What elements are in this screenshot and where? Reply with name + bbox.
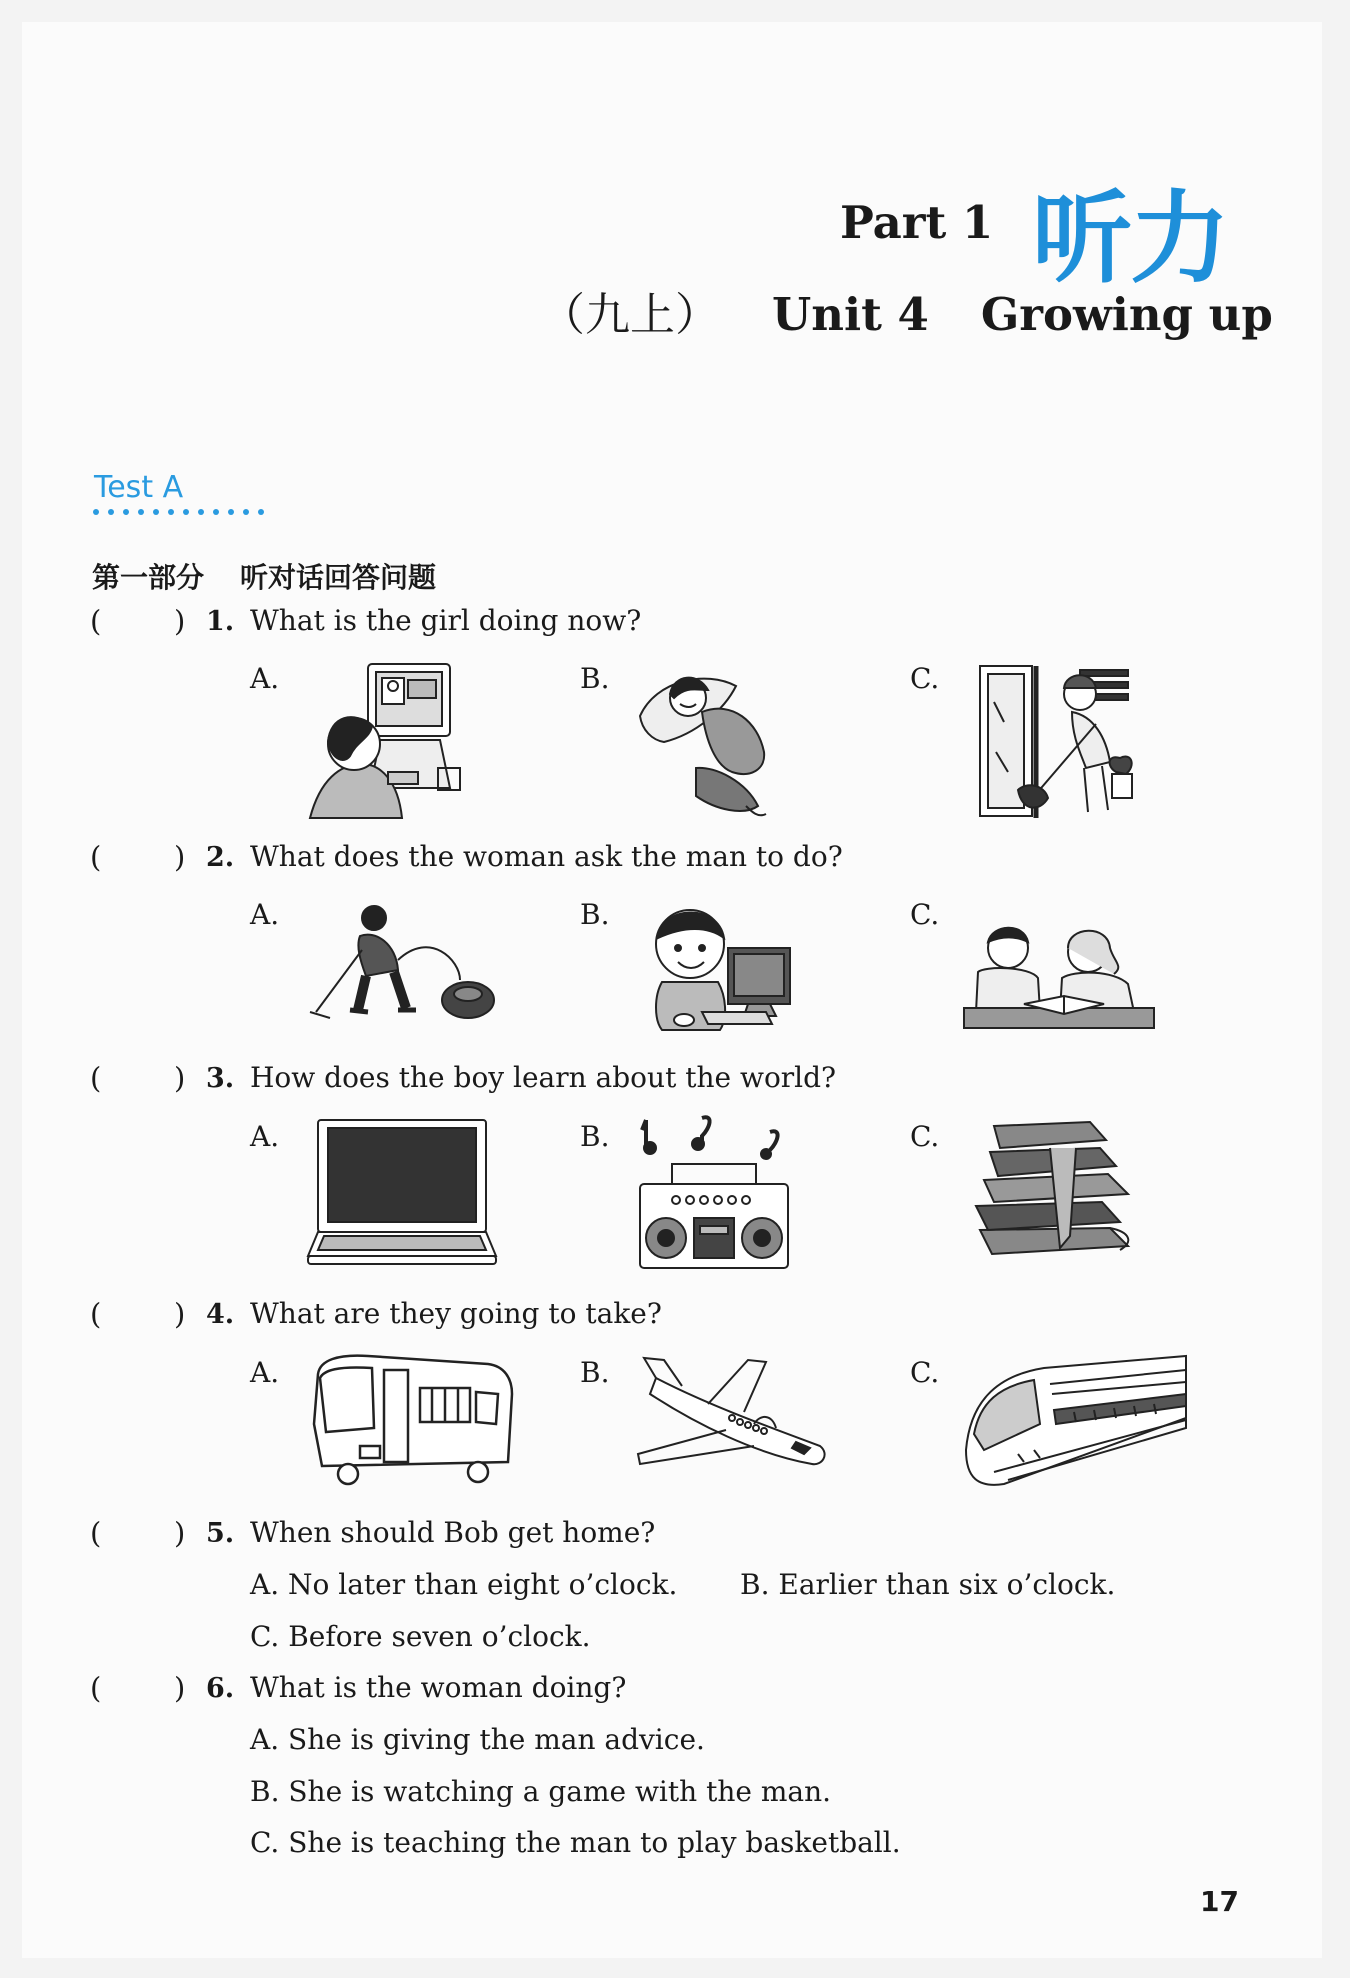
option-b: B. Earlier than six o’clock. (740, 1568, 1116, 1601)
question-number: 3. (206, 1063, 235, 1094)
option-a-label: A. (250, 662, 280, 695)
option-c-label: C. (910, 662, 940, 695)
option-c: C. Before seven o’clock. (250, 1620, 591, 1653)
boy-vacuuming-picture (310, 900, 500, 1026)
option-a: A. No later than eight o’clock. (250, 1568, 678, 1601)
question-text: What is the girl doing now? (250, 604, 642, 637)
answer-paren-left: ( (90, 1671, 102, 1705)
answer-paren-right: ) (174, 1297, 186, 1331)
option-a-label: A. (250, 898, 280, 931)
unit-label: Unit 4 (772, 288, 929, 341)
section-part: 第一部分 (92, 561, 205, 594)
option-c: C. She is teaching the man to play basketball. (250, 1826, 901, 1859)
option-c-label: C. (910, 1120, 940, 1153)
option-b-label: B. (580, 898, 610, 931)
option-c-label: C. (910, 1356, 940, 1389)
answer-paren-left: ( (90, 1516, 102, 1550)
answer-paren-right: ) (174, 1516, 186, 1550)
question-number: 5. (206, 1518, 235, 1549)
airplane-picture (636, 1350, 830, 1480)
option-b: B. She is watching a game with the man. (250, 1775, 831, 1808)
unit-topic: Growing up (980, 288, 1273, 341)
section-desc: 听对话回答问题 (240, 561, 437, 594)
answer-paren-left: ( (90, 1297, 102, 1331)
answer-paren-right: ) (174, 604, 186, 638)
answer-paren-right: ) (174, 1671, 186, 1705)
part-chinese-title: 听力 (1032, 180, 1228, 297)
option-a-label: A. (250, 1356, 280, 1389)
page-number: 17 (1200, 1885, 1239, 1918)
unit-heading (540, 278, 1273, 343)
part-label: Part 1 (840, 196, 994, 249)
test-label: Test A (94, 470, 184, 505)
option-b-label: B. (580, 662, 610, 695)
question-text: How does the boy learn about the world? (250, 1061, 837, 1094)
question-number: 1. (206, 606, 235, 637)
answer-paren-left: ( (90, 1061, 102, 1095)
question-text: When should Bob get home? (250, 1516, 656, 1549)
option-b-label: B. (580, 1120, 610, 1153)
question-number: 6. (206, 1673, 235, 1704)
question-number: 2. (206, 842, 235, 873)
grade-label: （九上） (540, 288, 721, 341)
option-c-label: C. (910, 898, 940, 931)
option-b-label: B. (580, 1356, 610, 1389)
answer-paren-right: ) (174, 1061, 186, 1095)
section-title (92, 556, 436, 596)
laptop-picture (308, 1118, 496, 1268)
kids-reading-picture (964, 922, 1154, 1032)
girl-sleeping-picture (636, 660, 776, 820)
dotted-underline (92, 507, 272, 517)
train-picture (964, 1354, 1186, 1492)
question-text: What are they going to take? (250, 1297, 662, 1330)
option-a: A. She is giving the man advice. (250, 1723, 705, 1756)
question-text: What is the woman doing? (250, 1671, 627, 1704)
question-number: 4. (206, 1299, 235, 1330)
books-picture (970, 1118, 1140, 1266)
boy-at-computer-picture (648, 900, 798, 1032)
radio-picture (636, 1112, 792, 1272)
bus-picture (308, 1354, 514, 1490)
answer-paren-left: ( (90, 604, 102, 638)
question-text: What does the woman ask the man to do? (250, 840, 843, 873)
option-a-label: A. (250, 1120, 280, 1153)
girl-at-computer-picture (310, 660, 480, 818)
answer-paren-right: ) (174, 840, 186, 874)
answer-paren-left: ( (90, 840, 102, 874)
girl-sweeping-picture (976, 662, 1136, 822)
